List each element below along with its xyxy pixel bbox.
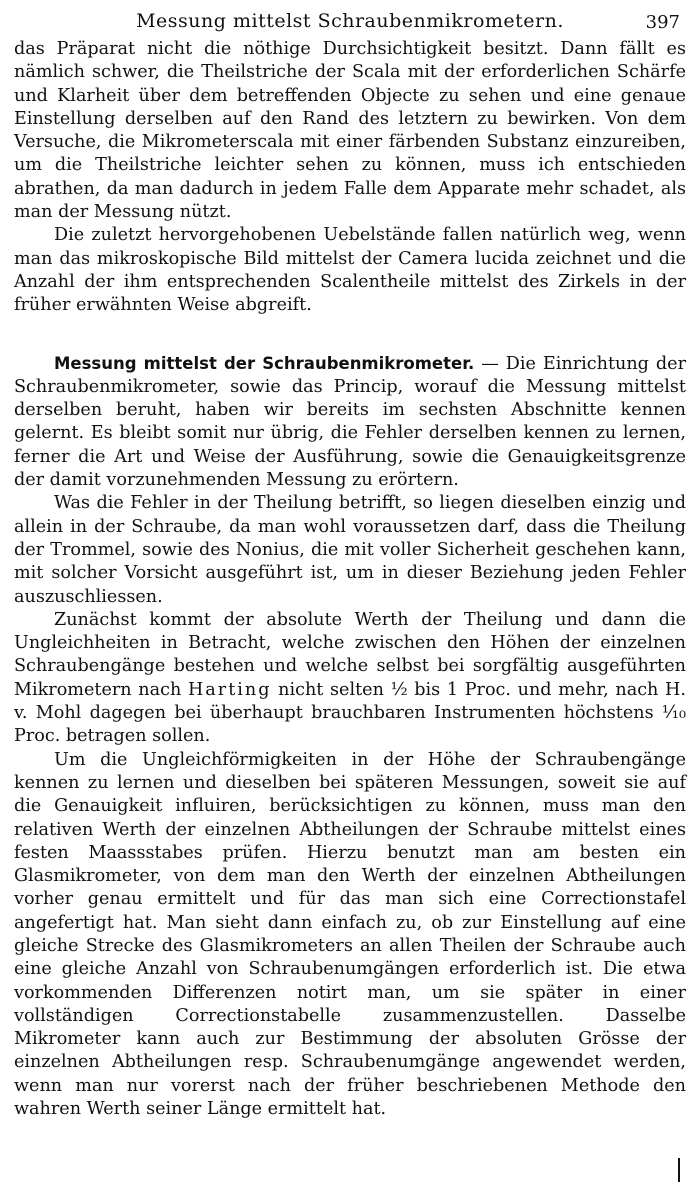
paragraph-continuation: das Präparat nicht die nöthige Durchsichtigkeit besitzt. Dann fällt es nämlich schwer, die Theilstriche der Scala mit der erforderlichen Schärfe und Klarheit über dem betreffenden Objecte zu sehen und eine genaue Einstellung derselben auf den Rand des letztern zu bewirken. Von dem Versuche, die Mikrometerscala mit einer färbenden Substanz einzureiben, um die Theilstriche leichter sehen zu können, muss ich entschieden abrathen, da man dadurch in jedem Falle dem Apparate mehr schadet, als man der Messung nützt. xyxy=(14,39,686,223)
paragraph-section-intro xyxy=(14,352,686,493)
section-intro-text: — Die Einrichtung der Schraubenmikrometer, sowie das Princip, worauf die Messung mittelst derselben beruht, haben wir bereits im sechsten Abschnitte kennen gelernt. Es bleibt somit nur übrig, die Fehler derselben kennen zu lernen, ferner die Art und Weise der Ausführung, sowie die Genauigkeitsgrenze der damit vorzunehmenden Messung zu erörtern. xyxy=(14,353,686,491)
page-header xyxy=(14,8,686,38)
author-name-harting: Harting xyxy=(187,679,272,700)
para5-part2: nicht selten ½ bis 1 Proc. und mehr, nach xyxy=(271,679,666,700)
page-number: 397 xyxy=(645,12,680,33)
section-title: Messung mittelst der Schraubenmikrometer. xyxy=(54,353,475,373)
author-name-mohl: H. v. Mohl xyxy=(14,679,686,724)
paragraph-fehler-theilung: Was die Fehler in der Theilung betrifft, so liegen dieselben einzig und allein in der Schraube, da man wohl voraussetzen darf, dass die Theilung der Trommel, sowie des Nonius, die mit voller Sicherheit geschehen kann, mit solcher Vorsicht ausgeführt ist, um in dieser Beziehung jeden Fehler auszuschliessen. xyxy=(14,493,686,607)
body-text xyxy=(14,38,686,1121)
running-head: Messung mittelst Schraubenmikrometern. xyxy=(136,10,564,32)
section-gap xyxy=(14,318,686,352)
para5-part1: Zunächst kommt der absolute Werth der Theilung und dann die Ungleichheiten in Betracht, welche zwischen den Höhen der einzelnen Schraubengänge bestehen und welche selbst bei sorgfältig ausgeführten Mikrometern nach xyxy=(14,609,686,700)
paragraph-ungleichfoermigkeiten: Um die Ungleichförmigkeiten in der Höhe der Schraubengänge kennen zu lernen und dieselben bei späteren Messungen, soweit sie auf die Genauigkeit influiren, berücksichtigen zu können, muss man den relativen Werth der einzelnen Abtheilungen der Schraube mittelst eines festen Maassstabes prüfen. Hierzu benutzt man am besten ein Glasmikrometer, von dem man den Werth der einzelnen Abtheilungen vorher genau ermittelt und für das man sich eine Correctionstafel angefertigt hat. Man sieht dann einfach zu, ob zur Einstellung auf eine gleiche Strecke des Glasmikrometers an allen Theilen der Schraube auch eine gleiche Anzahl von Schraubenumgängen erforderlich ist. Die etwa vorkommenden Differenzen notirt man, um sie später in einer vollständigen Correctionstabelle zusammenzustellen. Dasselbe Mikrometer kann auch zur Bestimmung der absoluten Grösse der einzelnen Abtheilungen resp. Schraubenumgänge angewendet werden, wenn man nur vorerst nach der früher beschriebenen Methode den wahren Werth seiner Länge ermittelt hat. xyxy=(14,749,686,1120)
paragraph-absolute-werth xyxy=(14,609,686,749)
margin-mark xyxy=(678,1158,680,1182)
para5-part3: dagegen bei überhaupt brauchbaren Instrumenten höchstens ¹⁄₁₀ Proc. betragen sollen. xyxy=(14,703,686,747)
paragraph-camera-lucida: Die zuletzt hervorgehobenen Uebelstände fallen natürlich weg, wenn man das mikroskopische Bild mittelst der Camera lucida zeichnet und die Anzahl der ihm entsprechenden Scalentheile mittelst des Zirkels in der früher erwähnten Weise abgreift. xyxy=(14,225,686,316)
